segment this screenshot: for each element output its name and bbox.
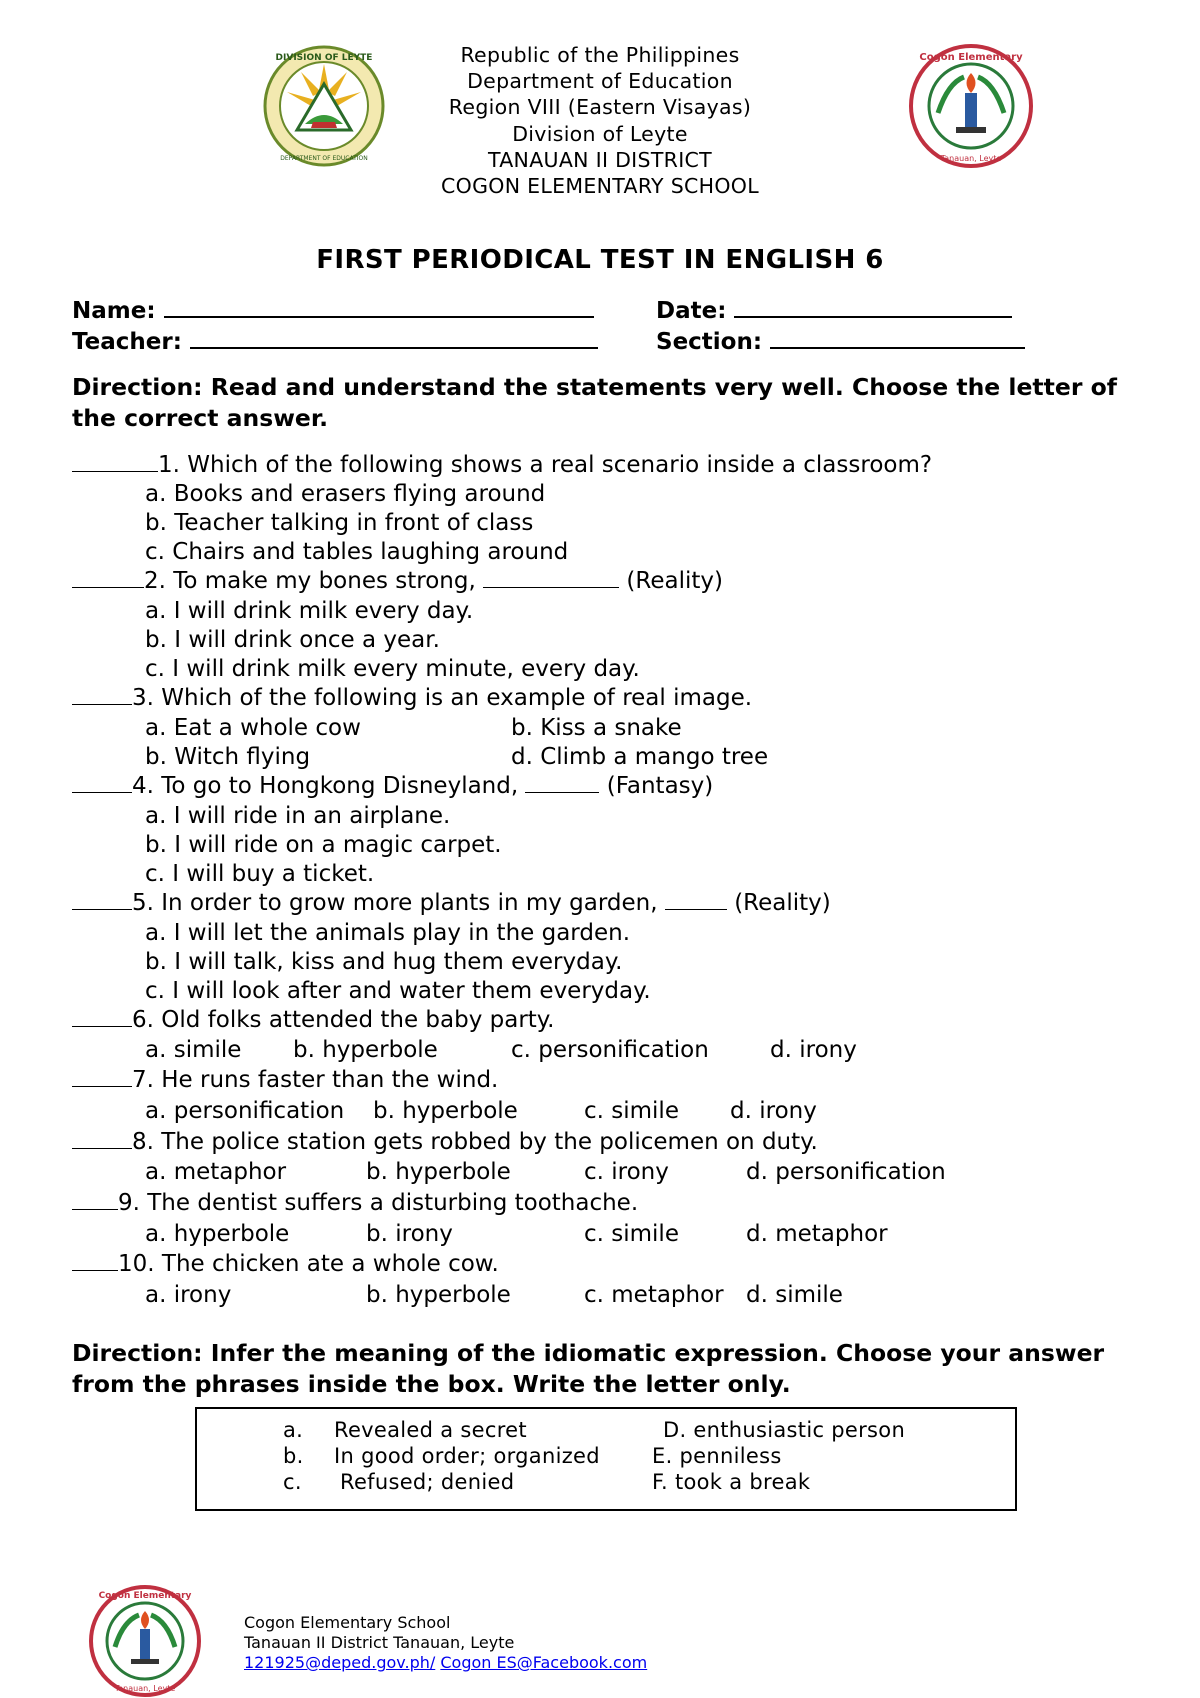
teacher-label: Teacher: xyxy=(72,329,182,355)
choice: c. I will look after and water them everyday. xyxy=(145,978,651,1004)
cogon-school-logo-icon xyxy=(908,43,1034,169)
footer-address: Tanauan II District Tanauan, Leyte xyxy=(244,1633,515,1652)
direction-part2: Direction: Infer the meaning of the idiomatic expression. Choose your answer from the phrases inside the box. Write the letter only. xyxy=(72,1339,1105,1398)
choice: a. I will ride in an airplane. xyxy=(145,803,451,829)
choice: b. Kiss a snake xyxy=(511,715,682,741)
answer-blank[interactable] xyxy=(72,1130,132,1149)
question-8 xyxy=(72,1128,818,1156)
choice: b. I will ride on a magic carpet. xyxy=(145,832,502,858)
choice: d. personification xyxy=(746,1159,946,1185)
school-header xyxy=(350,42,850,199)
svg-text:Tanauan, Leyte: Tanauan, Leyte xyxy=(940,154,1002,163)
answer-blank[interactable] xyxy=(72,1252,118,1271)
question-3 xyxy=(72,684,752,712)
question-text: 5. In order to grow more plants in my garden, xyxy=(132,890,658,916)
choice: a. metaphor xyxy=(145,1159,287,1185)
cogon-school-footer-logo-icon xyxy=(85,1583,205,1698)
choice: c. irony xyxy=(584,1159,669,1185)
answer-blank[interactable] xyxy=(72,1008,132,1027)
box-letter: b. xyxy=(283,1444,304,1468)
question-text: 2. To make my bones strong, xyxy=(144,568,476,594)
section-label: Section: xyxy=(656,329,763,355)
svg-text:Tanauan, Leyte: Tanauan, Leyte xyxy=(114,1684,176,1693)
choice: b. I will drink once a year. xyxy=(145,627,440,653)
choice: b. hyperbole xyxy=(366,1159,511,1185)
choice: a. hyperbole xyxy=(145,1221,290,1247)
answer-blank[interactable] xyxy=(72,1191,118,1210)
question-tag: (Fantasy) xyxy=(606,773,714,799)
choice: b. Teacher talking in front of class xyxy=(145,510,534,536)
footer-contact xyxy=(244,1653,647,1673)
choice: a. I will drink milk every day. xyxy=(145,598,474,624)
name-line[interactable] xyxy=(164,296,594,318)
header-line: Region VIII (Eastern Visayas) xyxy=(448,95,752,120)
choice: d. irony xyxy=(730,1098,817,1124)
svg-text:DEPARTMENT OF EDUCATION: DEPARTMENT OF EDUCATION xyxy=(280,155,368,162)
question-2 xyxy=(72,567,723,595)
box-letter: a. xyxy=(283,1418,304,1442)
choice: c. simile xyxy=(584,1098,679,1124)
fill-in-blank[interactable] xyxy=(665,891,727,910)
name-field[interactable] xyxy=(72,296,594,324)
question-text: 7. He runs faster than the wind. xyxy=(132,1067,499,1093)
question-text: 9. The dentist suffers a disturbing toothache. xyxy=(118,1190,639,1216)
choice: b. irony xyxy=(366,1221,453,1247)
name-label: Name: xyxy=(72,298,156,324)
svg-text:DIVISION OF LEYTE: DIVISION OF LEYTE xyxy=(275,53,373,63)
direction-part1: Direction: Read and understand the statements very well. Choose the letter of the correct answer. xyxy=(72,373,1117,432)
choice: b. hyperbole xyxy=(293,1037,438,1063)
date-field[interactable] xyxy=(656,296,1012,324)
teacher-field[interactable] xyxy=(72,327,598,355)
question-10 xyxy=(72,1250,499,1278)
answer-blank[interactable] xyxy=(72,569,144,588)
answer-blank[interactable] xyxy=(72,891,132,910)
choice: c. I will drink milk every minute, every day. xyxy=(145,656,640,682)
box-phrase: D. enthusiastic person xyxy=(663,1418,906,1442)
svg-text:Cogon Elementary: Cogon Elementary xyxy=(919,52,1023,63)
email-link[interactable]: 121925@deped.gov.ph/ xyxy=(244,1653,436,1672)
box-phrase: E. penniless xyxy=(652,1444,782,1468)
box-phrase: Refused; denied xyxy=(340,1470,515,1494)
choice: d. Climb a mango tree xyxy=(511,744,769,770)
footer-school-name: Cogon Elementary School xyxy=(244,1613,451,1632)
choice: d. metaphor xyxy=(746,1221,888,1247)
choice: a. Books and erasers flying around xyxy=(145,481,546,507)
test-title: FIRST PERIODICAL TEST IN ENGLISH 6 xyxy=(316,245,884,275)
question-tag: (Reality) xyxy=(734,890,831,916)
choice: b. hyperbole xyxy=(366,1282,511,1308)
header-line: COGON ELEMENTARY SCHOOL xyxy=(441,174,759,199)
choice: b. Witch flying xyxy=(145,744,311,770)
choice: a. irony xyxy=(145,1282,232,1308)
footer-info xyxy=(244,1613,647,1673)
choice: a. I will let the animals play in the garden. xyxy=(145,920,630,946)
section-field[interactable] xyxy=(656,327,1025,355)
choice: b. hyperbole xyxy=(373,1098,518,1124)
date-line[interactable] xyxy=(734,296,1012,318)
question-tag: (Reality) xyxy=(626,568,723,594)
answer-blank[interactable] xyxy=(72,453,158,472)
box-phrase: In good order; organized xyxy=(334,1444,600,1468)
choice: d. irony xyxy=(770,1037,857,1063)
choice: c. I will buy a ticket. xyxy=(145,861,375,887)
choice: a. Eat a whole cow xyxy=(145,715,361,741)
choice: c. metaphor xyxy=(584,1282,724,1308)
section-line[interactable] xyxy=(770,327,1025,349)
fill-in-blank[interactable] xyxy=(525,774,599,793)
teacher-line[interactable] xyxy=(190,327,598,349)
question-5 xyxy=(72,889,831,917)
question-4 xyxy=(72,772,713,800)
header-line: Division of Leyte xyxy=(512,121,688,146)
fill-in-blank[interactable] xyxy=(483,569,619,588)
question-9 xyxy=(72,1189,638,1217)
question-6 xyxy=(72,1006,554,1034)
answer-blank[interactable] xyxy=(72,1068,132,1087)
svg-text:Cogon Elementary: Cogon Elementary xyxy=(98,1591,192,1601)
box-phrase: F. took a break xyxy=(652,1470,811,1494)
date-label: Date: xyxy=(656,298,727,324)
box-phrase: Revealed a secret xyxy=(334,1418,527,1442)
box-letter: c. xyxy=(283,1470,302,1494)
question-7 xyxy=(72,1066,498,1094)
header-line: Republic of the Philippines xyxy=(460,43,740,67)
question-text: 8. The police station gets robbed by the policemen on duty. xyxy=(132,1129,818,1155)
question-text: 6. Old folks attended the baby party. xyxy=(132,1007,555,1033)
choice: a. personification xyxy=(145,1098,345,1124)
question-text: 3. Which of the following is an example of real image. xyxy=(132,685,753,711)
question-text: 10. The chicken ate a whole cow. xyxy=(118,1251,499,1277)
answer-blank[interactable] xyxy=(72,686,132,705)
choice: a. simile xyxy=(145,1037,242,1063)
answer-blank[interactable] xyxy=(72,774,132,793)
question-text: 1. Which of the following shows a real scenario inside a classroom? xyxy=(158,452,933,478)
question-1 xyxy=(72,451,932,479)
choice: c. personification xyxy=(511,1037,709,1063)
choice: b. I will talk, kiss and hug them everyday. xyxy=(145,949,623,975)
choice: c. simile xyxy=(584,1221,679,1247)
header-line: Department of Education xyxy=(467,69,733,94)
header-line: TANAUAN II DISTRICT xyxy=(488,147,712,172)
answer-choices-box xyxy=(195,1407,1017,1511)
facebook-link[interactable]: Cogon ES@Facebook.com xyxy=(440,1653,648,1672)
question-text: 4. To go to Hongkong Disneyland, xyxy=(132,773,519,799)
choice: c. Chairs and tables laughing around xyxy=(145,539,569,565)
choice: d. simile xyxy=(746,1282,843,1308)
